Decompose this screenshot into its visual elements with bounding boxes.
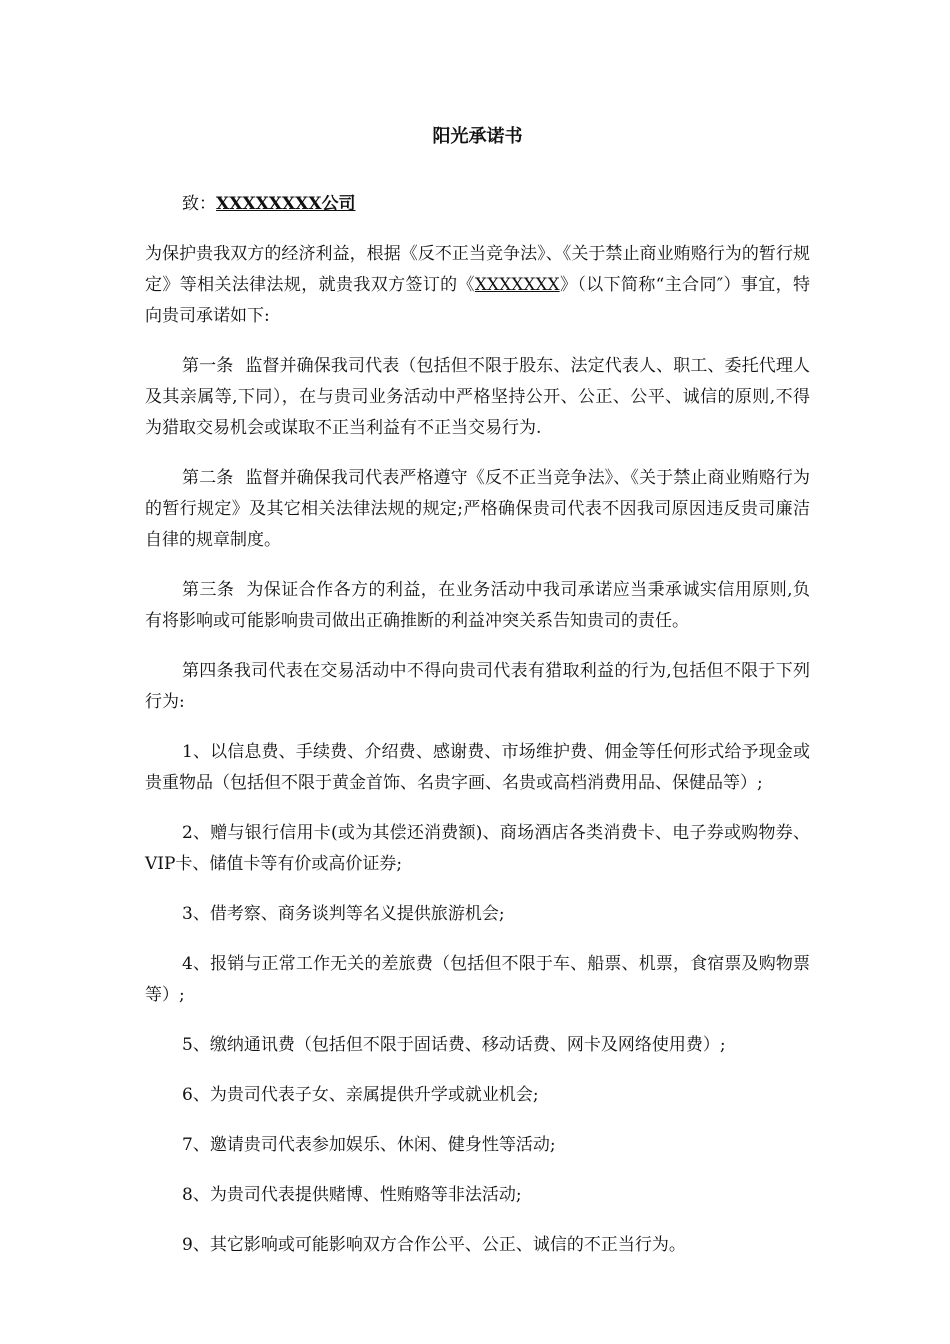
article-1 — [145, 351, 810, 444]
article-2 — [145, 463, 810, 556]
article-3-title: 第三条 — [182, 580, 235, 600]
list-item: 6、为贵司代表子女、亲属提供升学或就业机会; — [182, 1085, 539, 1105]
article-3 — [145, 575, 810, 637]
list-item: 9、其它影响或可能影响双方合作公平、公正、诚信的不正当行为。 — [182, 1235, 686, 1255]
list-item: 5、缴纳通讯费（包括但不限于固话费、移动话费、网卡及网络使用费）; — [182, 1035, 726, 1055]
list-item: 4、报销与正常工作无关的差旅费（包括但不限于车、船票、机票，食宿票及购物票等）; — [145, 954, 810, 1005]
article-2-body: 监督并确保我司代表严格遵守《反不正当竞争法》、《关于禁止商业贿赂行为的暂行规定》及其它相关法律法规的规定;严格确保贵司代表不因我司原因违反贵司廉洁自律的规章制度。 — [145, 468, 811, 550]
contract-name: XXXXXXX — [474, 275, 560, 295]
list-item: 3、借考察、商务谈判等名义提供旅游机会; — [182, 904, 505, 924]
article-1-title: 第一条 — [182, 356, 234, 376]
article-4: 第四条我司代表在交易活动中不得向贵司代表有猎取利益的行为,包括但不限于下列行为: — [145, 661, 810, 712]
list-item: 1、以信息费、手续费、介绍费、感谢费、市场维护费、佣金等任何形式给予现金或贵重物品（包括但不限于黄金首饰、名贵字画、名贵或高档消费用品、保健品等）; — [145, 742, 810, 793]
intro-paragraph — [145, 239, 810, 332]
addressee-line — [145, 189, 810, 220]
list-item: 8、为贵司代表提供赌博、性贿赂等非法活动; — [182, 1185, 522, 1205]
addressee-prefix: 致： — [182, 194, 216, 214]
list-item: 2、赠与银行信用卡(或为其偿还消费额)、商场酒店各类消费卡、电子券或购物券、VIP卡、储值卡等有价或高价证券; — [145, 823, 810, 874]
document-content — [145, 120, 810, 1280]
article-2-title: 第二条 — [182, 468, 234, 488]
intro-text-part2: 》（以下简称“主合同″）事宜，特向贵司承诺如下: — [145, 275, 811, 326]
article-3-body: 为保证合作各方的利益，在业务活动中我司承诺应当秉承诚实信用原则,负有将影响或可能影响贵司做出正确推断的利益冲突关系告知贵司的责任。 — [145, 580, 811, 631]
document-title: 阳光承诺书 — [432, 126, 523, 147]
intro-text-part1: 为保护贵我双方的经济利益，根据《反不正当竞争法》、《关于禁止商业贿赂行为的暂行规定》等相关法律法规，就贵我双方签订的《 — [145, 244, 810, 295]
article-1-body: 监督并确保我司代表（包括但不限于股东、法定代表人、职工、委托代理人及其亲属等,下同），在与贵司业务活动中严格坚持公开、公正、公平、诚信的原则,不得为猎取交易机会或谋取不正当利益有不正当交易行为. — [145, 356, 810, 438]
addressee-company: XXXXXXXX公司 — [216, 194, 356, 214]
list-item: 7、邀请贵司代表参加娱乐、休闲、健身性等活动; — [182, 1135, 556, 1155]
